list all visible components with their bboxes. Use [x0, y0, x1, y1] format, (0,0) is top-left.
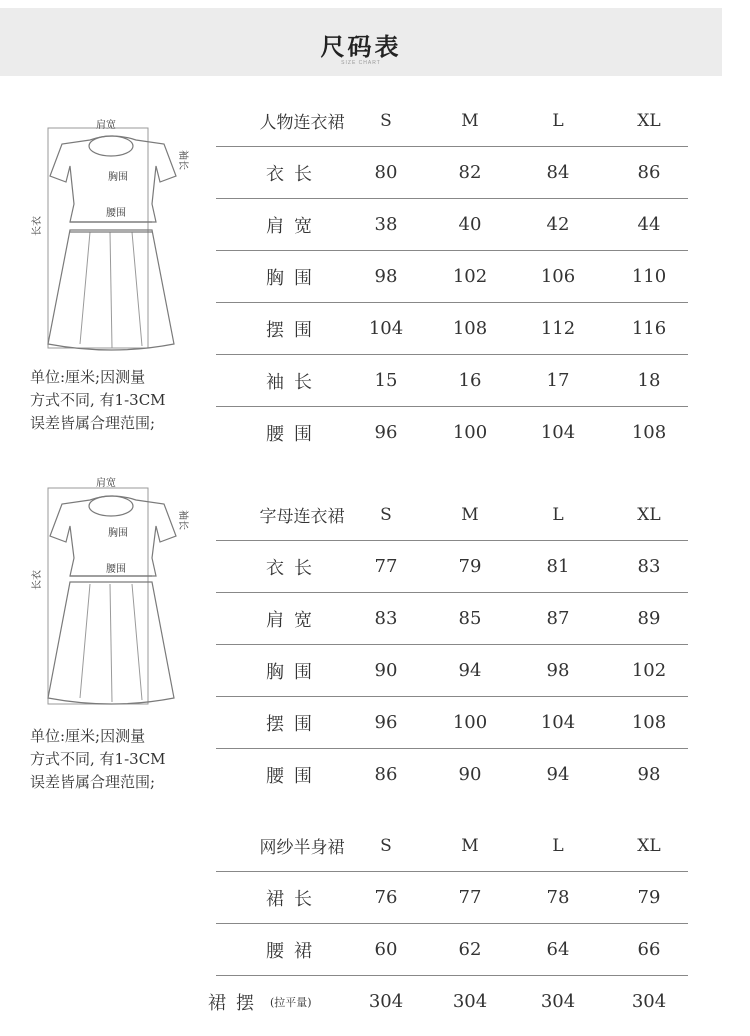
row-label: 衣长: [266, 163, 322, 185]
sleeve-label: 袖长: [177, 510, 188, 530]
row-label: 胸围: [266, 661, 322, 683]
table-cell: 106: [540, 266, 576, 287]
table-cell: 304: [540, 991, 576, 1012]
table-cell: 86: [374, 764, 398, 785]
row-label: 胸围: [266, 267, 322, 289]
size-header: S: [380, 504, 392, 525]
table-cell: 83: [637, 556, 661, 577]
collar: [89, 136, 133, 156]
row-label-wrap: [208, 976, 352, 1027]
table-cell: 116: [631, 318, 667, 339]
table-cell: 64: [546, 939, 570, 960]
table-cell: 90: [374, 660, 398, 681]
table-cell: 94: [546, 764, 570, 785]
table-cell: 104: [368, 318, 404, 339]
table-cell: 304: [368, 991, 404, 1012]
table-cell: 79: [458, 556, 482, 577]
dress-sketch-1: [32, 118, 200, 363]
table-cell: 98: [374, 266, 398, 287]
row-label: 衣长: [266, 557, 322, 579]
sleeve-label: 袖长: [177, 150, 188, 170]
table-cell: 60: [374, 939, 398, 960]
table-cell: 85: [458, 608, 482, 629]
measurement-note-1: 单位:厘米;因测量 方式不同, 有1-3CM 误差皆属合理范围;: [30, 368, 166, 432]
length-label: 长衣: [32, 216, 43, 236]
waist-label: 腰围: [106, 208, 126, 219]
waist-label: 腰围: [106, 564, 126, 575]
table-cell: 16: [458, 370, 482, 391]
table-header-row: [216, 489, 688, 541]
size-header: M: [461, 504, 479, 525]
row-label-note: (拉平量): [270, 995, 312, 1009]
table-cell: 79: [637, 887, 661, 908]
table-cell: 77: [374, 556, 398, 577]
measurement-note-2: 单位:厘米;因测量 方式不同, 有1-3CM 误差皆属合理范围;: [30, 727, 166, 791]
table-cell: 40: [458, 214, 482, 235]
table-row: [216, 872, 688, 924]
size-table-mesh-skirt: [208, 820, 688, 1027]
size-header: S: [380, 110, 392, 131]
table-row: [216, 749, 688, 800]
table-title: 网纱半身裙: [259, 838, 345, 858]
table-cell: 42: [546, 214, 570, 235]
length-label: 长衣: [32, 570, 43, 590]
table-cell: 96: [374, 422, 398, 443]
table-row: [216, 541, 688, 593]
table-row: [216, 303, 688, 355]
row-label: 摆围: [266, 319, 322, 341]
table-cell: 86: [637, 162, 661, 183]
table-cell: 108: [631, 422, 667, 443]
table-cell: 304: [452, 991, 488, 1012]
size-header: M: [461, 110, 479, 131]
table-cell: 90: [458, 764, 482, 785]
table-cell: 102: [631, 660, 667, 681]
table-cell: 66: [637, 939, 661, 960]
table-cell: 77: [458, 887, 482, 908]
row-label: 袖长: [266, 371, 322, 393]
table-row: [216, 355, 688, 407]
table-row: [216, 645, 688, 697]
table-title: 人物连衣裙: [259, 113, 345, 133]
row-label: 肩宽: [266, 609, 322, 631]
table-cell: 98: [637, 764, 661, 785]
size-header: M: [461, 835, 479, 856]
table-row: [216, 199, 688, 251]
table-row: [216, 697, 688, 749]
size-header: XL: [637, 835, 661, 856]
table-cell: 82: [458, 162, 482, 183]
table-cell: 100: [452, 422, 488, 443]
dress-sketch-2: [32, 478, 200, 718]
table-cell: 17: [546, 370, 570, 391]
page-subtitle: SIZE CHART: [341, 60, 381, 66]
row-label: 腰围: [266, 765, 322, 787]
size-header: L: [552, 504, 564, 525]
table-cell: 89: [637, 608, 661, 629]
table-cell: 83: [374, 608, 398, 629]
table-cell: 110: [631, 266, 667, 287]
table-row: [216, 924, 688, 976]
table-cell: 15: [374, 370, 398, 391]
page-title: 尺码表: [320, 33, 402, 61]
table-cell: 98: [546, 660, 570, 681]
row-label: 腰裙: [266, 940, 322, 962]
row-label: 摆围: [266, 713, 322, 735]
size-header: L: [552, 110, 564, 131]
chest-label: 胸围: [108, 172, 128, 183]
table-cell: 100: [452, 712, 488, 733]
size-table-person-dress: [216, 95, 688, 458]
size-header: L: [552, 835, 564, 856]
table-row: [216, 407, 688, 458]
chest-label: 胸围: [108, 528, 128, 539]
row-label: 腰围: [266, 423, 322, 445]
table-cell: 78: [546, 887, 570, 908]
size-table-letter-dress: [216, 489, 688, 800]
table-row: [216, 593, 688, 645]
table-cell: 76: [374, 887, 398, 908]
row-label: 裙长: [266, 888, 322, 910]
table-cell: 38: [374, 214, 398, 235]
table-row: [208, 976, 688, 1027]
size-chart-header: [0, 8, 722, 76]
table-cell: 108: [631, 712, 667, 733]
table-cell: 108: [452, 318, 488, 339]
table-title: 字母连衣裙: [259, 507, 345, 527]
size-header: XL: [637, 504, 661, 525]
row-label: 肩宽: [266, 215, 322, 237]
collar: [89, 496, 133, 516]
size-header: XL: [637, 110, 661, 131]
shoulder-label: 肩宽: [96, 120, 116, 131]
table-cell: 96: [374, 712, 398, 733]
table-cell: 62: [458, 939, 482, 960]
table-row: [216, 251, 688, 303]
table-cell: 304: [631, 991, 667, 1012]
table-header-row: [216, 95, 688, 147]
table-cell: 104: [540, 712, 576, 733]
row-label: 裙摆: [208, 992, 264, 1014]
table-cell: 87: [546, 608, 570, 629]
table-cell: 44: [637, 214, 661, 235]
table-cell: 18: [637, 370, 661, 391]
table-cell: 80: [374, 162, 398, 183]
table-row: [216, 147, 688, 199]
table-cell: 94: [458, 660, 482, 681]
size-header: S: [380, 835, 392, 856]
table-cell: 81: [546, 556, 570, 577]
table-cell: 104: [540, 422, 576, 443]
table-cell: 102: [452, 266, 488, 287]
table-cell: 84: [546, 162, 570, 183]
table-header-row: [216, 820, 688, 872]
table-cell: 112: [540, 318, 576, 339]
shoulder-label: 肩宽: [96, 478, 116, 489]
